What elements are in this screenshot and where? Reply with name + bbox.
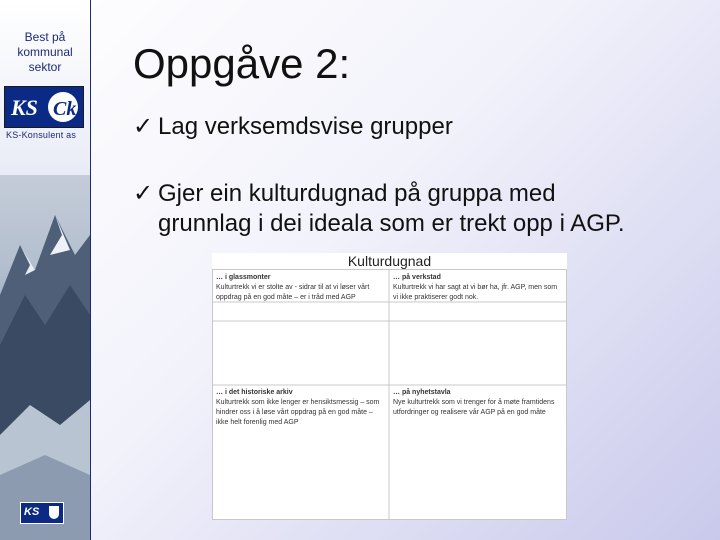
bullet-text-continued: grunnlag i dei ideala som er trekt opp i AGP. — [158, 210, 625, 237]
logo-ck-text: Ck — [53, 98, 77, 120]
bullet-item — [133, 179, 693, 239]
tagline-line: Best på — [24, 30, 66, 44]
bullet-text: Lag verksemdsvise grupper — [158, 113, 453, 140]
ks-mini-logo — [20, 502, 64, 524]
cell-heading: … på nyhetstavla — [393, 389, 451, 396]
logo-ks-text: KS — [11, 95, 38, 120]
mountain-illustration — [0, 175, 90, 540]
ks-logo — [4, 86, 84, 128]
mini-logo-text: KS — [24, 506, 40, 518]
bullet-text: Gjer ein kulturdugnad på gruppa med — [158, 180, 556, 207]
shield-icon — [49, 506, 59, 519]
cell-historiske-arkiv — [212, 387, 389, 429]
kulturdugnad-grid — [212, 269, 567, 520]
ks-logo-graphic — [5, 87, 83, 127]
slide-title: Oppgåve 2: — [133, 40, 351, 87]
company-name: KS-Konsulent as — [6, 130, 77, 140]
sidebar — [0, 0, 91, 540]
cell-text: Kulturtrekk vi er stolte av - sidrar til at vi løser vårt oppdrag på en god måte – er i tråd med AGP — [216, 284, 370, 301]
check-icon: ✓ — [133, 113, 154, 140]
kulturdugnad-image — [212, 253, 567, 520]
sidebar-header — [0, 0, 90, 175]
cell-text: Nye kulturtrekk som vi trenger for å møte framtidens utfordringer og realisere vår AGP på en god måte — [393, 399, 555, 416]
tagline — [0, 30, 90, 75]
cell-text: Kulturtrekk vi har sagt at vi bør ha, jfr. AGP, men som vi ikke praktiserer godt nok. — [393, 284, 558, 301]
tagline-line: sektor — [28, 60, 62, 74]
cell-heading: … i glassmonter — [216, 274, 271, 281]
cell-heading: … i det historiske arkiv — [216, 389, 293, 396]
tagline-line: kommunal — [17, 45, 73, 59]
cell-heading: … på verkstad — [393, 274, 441, 281]
cell-glassmonter — [212, 272, 389, 304]
check-icon: ✓ — [133, 180, 154, 207]
cell-verkstad — [389, 272, 567, 304]
table-title: Kulturdugnad — [347, 253, 432, 269]
cell-text: Kulturtrekk som ikke lenger er hensiktsmessig – som hindrer oss i å løse vårt oppdrag på en god måte – ikke helt forenlig med AGP — [216, 399, 380, 426]
bullet-item — [133, 112, 453, 142]
mountain-photo — [0, 175, 90, 540]
cell-nyhetstavla — [389, 387, 567, 419]
